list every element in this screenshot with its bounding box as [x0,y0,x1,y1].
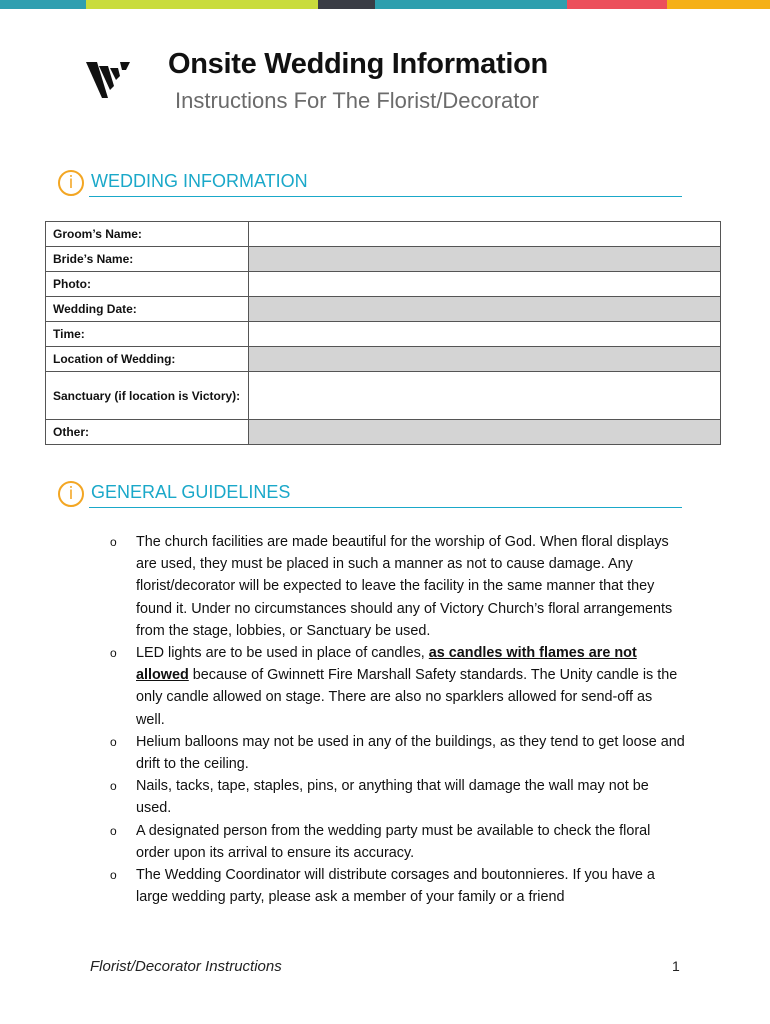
bullet-icon: o [110,734,117,749]
list-item [110,820,685,864]
footer-title: Florist/Decorator Instructions [90,958,282,975]
guidelines-list [110,531,685,908]
topbar-segment [318,0,375,9]
list-item [110,864,685,908]
table-row [46,347,721,372]
row-label: Time: [46,322,249,347]
list-item [110,531,685,642]
topbar-segment [0,0,86,9]
table-row [46,222,721,247]
bullet-icon: o [110,823,117,838]
topbar-segment [375,0,567,9]
wedding-info-heading [58,168,682,202]
row-label: Location of Wedding: [46,347,249,372]
row-label: Groom’s Name: [46,222,249,247]
top-color-bar [0,0,770,9]
row-label: Wedding Date: [46,297,249,322]
general-guidelines-heading [58,479,682,513]
section-divider [89,196,682,197]
section-title: GENERAL GUIDELINES [91,482,291,502]
table-row [46,247,721,272]
row-label: Other: [46,420,249,445]
grooms-name-field[interactable] [249,222,721,247]
guideline-text: A designated person from the wedding party must be available to check the floral order upon its arrival to ensure its accuracy. [136,822,651,861]
guideline-text: LED lights are to be used in place of candles, [136,645,429,662]
bullet-icon: o [110,868,117,883]
topbar-segment [567,0,667,9]
guideline-emphasis: as candles with flames are not allowed [136,645,637,684]
list-item [110,642,685,731]
info-icon: i [58,481,84,507]
row-label: Photo: [46,272,249,297]
guideline-text: Nails, tacks, tape, staples, pins, or anything that will damage the wall may not be used. [136,778,649,817]
topbar-segment [86,0,318,9]
topbar-segment [667,0,770,9]
table-row [46,272,721,297]
table-row [46,297,721,322]
photo-field[interactable] [249,272,721,297]
location-field[interactable] [249,347,721,372]
table-row [46,322,721,347]
bullet-icon: o [110,779,117,794]
page-number: 1 [672,958,680,974]
brides-name-field[interactable] [249,247,721,272]
info-icon: i [58,170,84,196]
guideline-text: because of Gwinnett Fire Marshall Safety standards. The Unity candle is the only candle allowed on stage. There are also no sparklers allowed for send-off as well. [136,667,678,728]
list-item [110,775,685,819]
page-subtitle: Instructions For The Florist/Decorator [175,88,539,113]
other-field[interactable] [249,420,721,445]
row-label: Sanctuary (if location is Victory): [46,372,249,420]
guideline-text: The Wedding Coordinator will distribute corsages and boutonnieres. If you have a large wedding party, please ask a member of your family or a friend [136,867,655,906]
page-title: Onsite Wedding Information [168,48,548,80]
section-divider [89,507,682,508]
guideline-text: Helium balloons may not be used in any of the buildings, as they tend to get loose and drift to the ceiling. [136,733,685,773]
table-row [46,372,721,420]
time-field[interactable] [249,322,721,347]
bullet-icon: o [110,535,117,549]
guideline-text: The church facilities are made beautiful for the worship of God. When floral displays are used, they must be placed in such a manner as not to cause damage. Any florist/decorator will be expected to leave the facility in the same manner that they found it. Under no circumstances should any of Victory Church’s floral arrangements from the stage, lobbies, or Sanctuary be used. [136,534,673,639]
section-title: WEDDING INFORMATION [91,171,308,191]
sanctuary-field[interactable] [249,372,721,420]
list-item [110,731,685,775]
wedding-info-table [45,221,721,445]
wedding-date-field[interactable] [249,297,721,322]
bullet-icon: o [110,646,117,661]
v-chevron-logo [86,60,132,100]
row-label: Bride’s Name: [46,247,249,272]
table-row [46,420,721,445]
